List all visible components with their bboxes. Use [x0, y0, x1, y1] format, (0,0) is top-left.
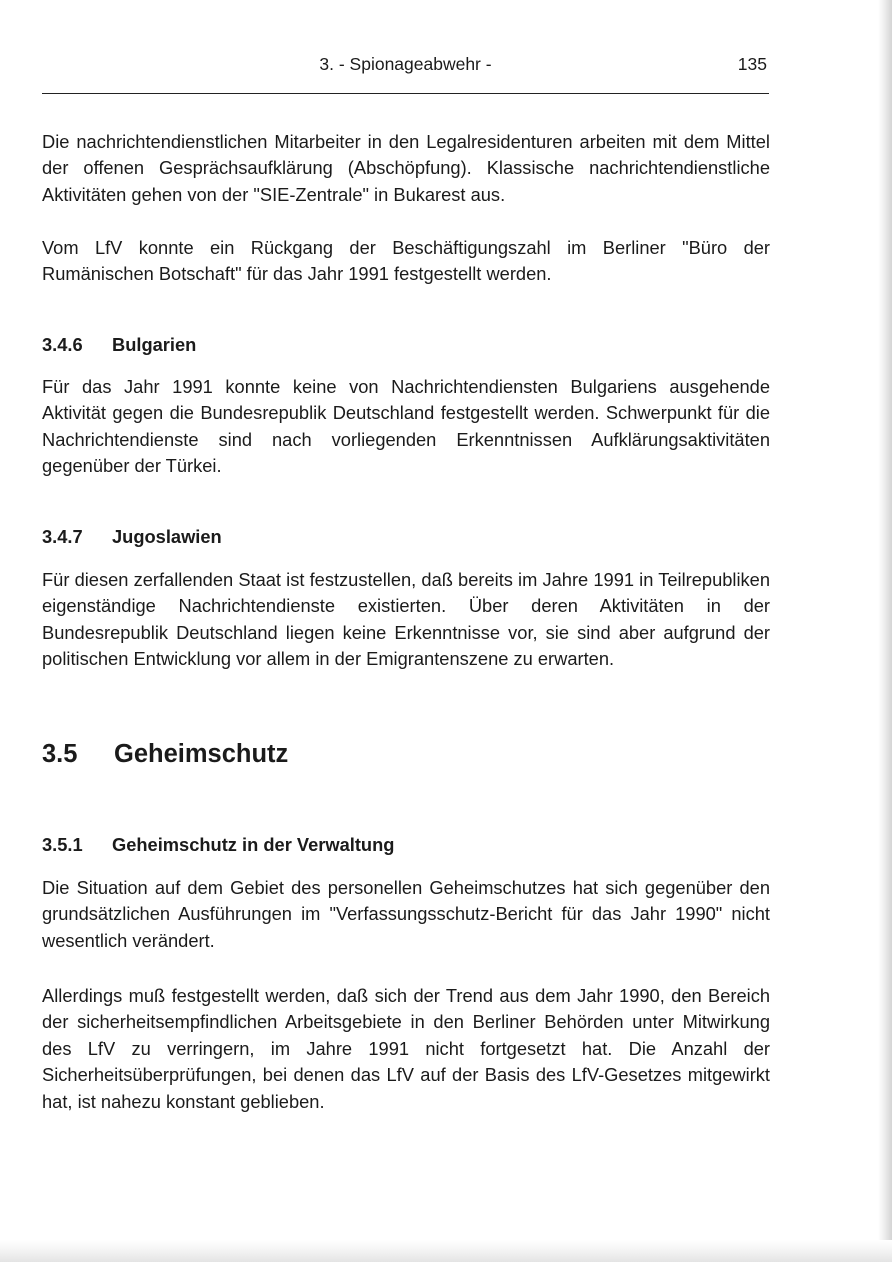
intro-paragraph-2: Vom LfV konnte ein Rückgang der Beschäftigungszahl im Berliner "Büro der Rumänischen Botschaft" für das Jahr 1991 festgestellt werden.	[42, 237, 770, 285]
heading-number: 3.4.7	[42, 526, 83, 547]
heading-title: Bulgarien	[112, 334, 197, 355]
bulgarien-paragraph: Für das Jahr 1991 konnte keine von Nachrichtendiensten Bulgariens ausgehende Aktivität gegen die Bundesrepublik Deutschland festgestellt werden. Schwerpunkt für die Nachrichtendienste sind nach vorliegenden Erkenntnissen Aufklärungsaktivitäten gegenüber der Türkei.	[42, 376, 770, 477]
heading-number: 3.4.6	[42, 334, 83, 355]
scan-edge-bottom	[0, 1240, 892, 1262]
geheimschutz-paragraph-1: Die Situation auf dem Gebiet des personellen Geheimschutzes hat sich gegenüber den grundsätzlichen Ausführungen im "Verfassungsschutz-Bericht für das Jahr 1990" nicht wesentlich verändert.	[42, 877, 770, 951]
heading-number: 3.5.1	[42, 834, 83, 855]
page-number: 135	[737, 54, 767, 74]
geheimschutz-paragraph-2: Allerdings muß festgestellt werden, daß sich der Trend aus dem Jahr 1990, den Bereich der sicherheitsempfindlichen Arbeitsgebiete in den Berliner Behörden unter Mitwirkung des LfV zu verringern, im Jahre 1991 nicht fortgesetzt hat. Die Anzahl der Sicherheitsüberprüfungen, bei denen das LfV auf der Basis des LfV-Gesetzes mitgewirkt hat, ist nahezu konstant geblieben.	[42, 985, 770, 1112]
jugoslawien-paragraph: Für diesen zerfallenden Staat ist festzustellen, daß bereits im Jahre 1991 in Teilrepubliken eigenständige Nachrichtendienste existierten. Über deren Aktivitäten in der Bundesrepublik Deutschland liegen keine Erkenntnisse vor, sie sind aber aufgrund der politischen Entwicklung vor allem in der Emigrantenszene zu erwarten.	[42, 569, 770, 670]
running-title: 3. - Spionageabwehr -	[319, 54, 492, 74]
running-header	[42, 52, 769, 82]
intro-paragraph-1: Die nachrichtendienstlichen Mitarbeiter in den Legalresidenturen arbeiten mit dem Mittel der offenen Gesprächsaufklärung (Abschöpfung). Klassische nachrichtendienstliche Aktivitäten gehen von der "SIE-Zentrale" in Bukarest aus.	[42, 131, 770, 205]
heading-3-4-6	[42, 333, 196, 357]
header-rule	[42, 93, 769, 94]
heading-number: 3.5	[42, 740, 78, 768]
heading-3-5-1	[42, 833, 394, 857]
heading-title: Geheimschutz	[114, 740, 289, 768]
heading-title: Jugoslawien	[112, 526, 222, 547]
heading-title: Geheimschutz in der Verwaltung	[112, 834, 395, 855]
scan-edge-right	[878, 0, 892, 1262]
heading-3-5	[42, 738, 288, 770]
heading-3-4-7	[42, 525, 222, 549]
